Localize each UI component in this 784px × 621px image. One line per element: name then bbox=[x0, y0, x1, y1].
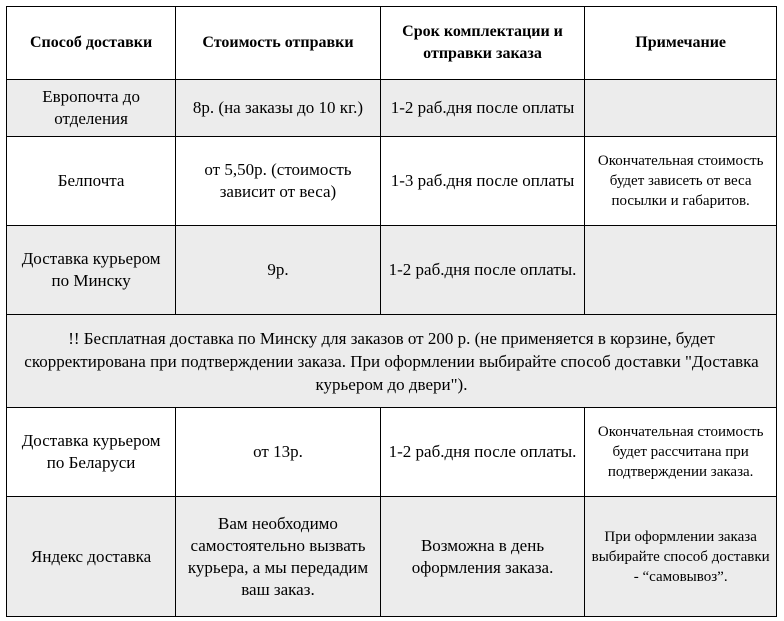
table-row bbox=[7, 137, 777, 226]
cell-period: Возможна в день оформления заказа. bbox=[380, 497, 585, 617]
cell-note bbox=[585, 226, 777, 315]
header-method: Способ доставки bbox=[7, 7, 176, 80]
cell-note bbox=[585, 80, 777, 137]
table-row bbox=[7, 80, 777, 137]
cell-cost: 8р. (на заказы до 10 кг.) bbox=[176, 80, 381, 137]
cell-method: Доставка курьером по Беларуси bbox=[7, 408, 176, 497]
cell-method: Доставка курьером по Минску bbox=[7, 226, 176, 315]
free-delivery-notice: !! Бесплатная доставка по Минску для заказов от 200 р. (не применяется в корзине, будет скорректирована при подтверждении заказа. При оформлении выбирайте способ доставки "Доставка курьером до двери"). bbox=[7, 315, 777, 408]
table-row bbox=[7, 226, 777, 315]
header-period: Срок комплектации и отправки заказа bbox=[380, 7, 585, 80]
header-note: Примечание bbox=[585, 7, 777, 80]
cell-period: 1-2 раб.дня после оплаты. bbox=[380, 226, 585, 315]
cell-method: Белпочта bbox=[7, 137, 176, 226]
cell-note: При оформлении заказа выбирайте способ доставки - “самовывоз”. bbox=[585, 497, 777, 617]
free-delivery-notice-row bbox=[7, 315, 777, 408]
table-row bbox=[7, 408, 777, 497]
delivery-table bbox=[6, 6, 777, 617]
table-row bbox=[7, 497, 777, 617]
cell-note: Окончательная стоимость будет зависеть от веса посылки и габаритов. bbox=[585, 137, 777, 226]
cell-cost: 9р. bbox=[176, 226, 381, 315]
cell-period: 1-3 раб.дня после оплаты bbox=[380, 137, 585, 226]
cell-cost: Вам необходимо самостоятельно вызвать курьера, а мы передадим ваш заказ. bbox=[176, 497, 381, 617]
cell-period: 1-2 раб.дня после оплаты. bbox=[380, 408, 585, 497]
cell-period: 1-2 раб.дня после оплаты bbox=[380, 80, 585, 137]
cell-cost: от 5,50р. (стоимость зависит от веса) bbox=[176, 137, 381, 226]
cell-cost: от 13р. bbox=[176, 408, 381, 497]
header-cost: Стоимость отправки bbox=[176, 7, 381, 80]
table-header-row bbox=[7, 7, 777, 80]
cell-note: Окончательная стоимость будет рассчитана при подтверждении заказа. bbox=[585, 408, 777, 497]
cell-method: Яндекс доставка bbox=[7, 497, 176, 617]
cell-method: Европочта до отделения bbox=[7, 80, 176, 137]
